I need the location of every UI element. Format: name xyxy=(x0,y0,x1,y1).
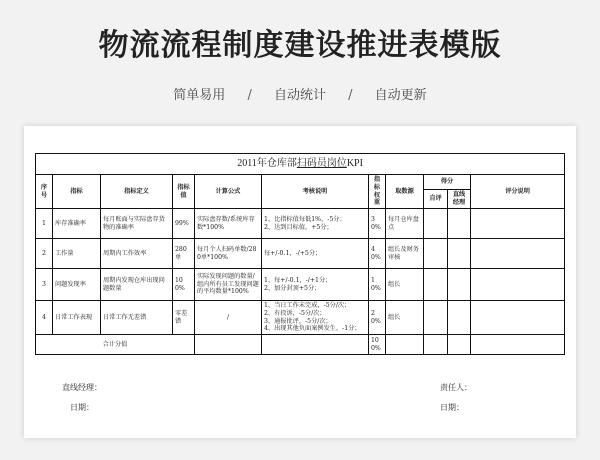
cell-formula: / xyxy=(195,301,262,335)
cell-source: 组长 xyxy=(386,301,424,335)
total-manager-score[interactable] xyxy=(448,335,471,355)
cell-value: 280单 xyxy=(173,239,195,269)
cell-weight: 40% xyxy=(369,239,386,269)
kpi-sheet xyxy=(24,126,576,438)
cell-formula: 实际发现问题的数量/组内所有员工发现问题的平均数量*100% xyxy=(195,269,262,301)
cell-definition: 每月账面与实际盘存货物的准确率 xyxy=(101,209,173,239)
feature-list xyxy=(0,84,600,103)
cell-seq: 3 xyxy=(36,269,53,301)
header-manager: 直线经理 xyxy=(448,190,471,209)
cell-indicator: 工作量 xyxy=(53,239,101,269)
feature-easy: 简单易用 xyxy=(173,88,226,103)
cell-source: 组长及财务审核 xyxy=(386,239,424,269)
total-source-cell xyxy=(386,335,424,355)
cell-self-score[interactable] xyxy=(424,239,448,269)
cell-comment[interactable] xyxy=(471,239,565,269)
cell-assessment: 每+/-0.1，-/+5分； xyxy=(262,239,369,269)
cell-indicator: 库存准确率 xyxy=(53,209,101,239)
signature-manager-label: 直线经理： xyxy=(62,383,102,392)
cell-manager-score[interactable] xyxy=(448,301,471,335)
total-assessment-cell xyxy=(262,335,369,355)
header-value: 指标值 xyxy=(173,175,195,209)
cell-self-score[interactable] xyxy=(424,269,448,301)
total-weight: 100% xyxy=(369,335,386,355)
cell-indicator: 日常工作表现 xyxy=(53,301,101,335)
cell-formula: 实际盘存数/系统库存数*100% xyxy=(195,209,262,239)
sheet-title-prefix: 2011年仓库部 xyxy=(237,157,297,169)
header-definition: 指标定义 xyxy=(101,175,173,209)
cell-self-score[interactable] xyxy=(424,301,448,335)
header-comment: 评分说明 xyxy=(471,175,565,209)
sheet-title xyxy=(36,154,565,175)
cell-weight: 30% xyxy=(369,209,386,239)
cell-manager-score[interactable] xyxy=(448,209,471,239)
feature-auto-stats: 自动统计 xyxy=(273,88,326,103)
table-row xyxy=(36,239,565,269)
header-formula: 计算公式 xyxy=(195,175,262,209)
date-left-label: 日期： xyxy=(70,403,94,412)
cell-comment[interactable] xyxy=(471,301,565,335)
cell-value: 100% xyxy=(173,269,195,301)
cell-comment[interactable] xyxy=(471,269,565,301)
cell-assessment: 1、每+/-0.1，-/+1分； 2、加分封顶+5分； xyxy=(262,269,369,301)
signature-responsible-label: 责任人： xyxy=(440,383,472,392)
cell-definition: 周期内工作效率 xyxy=(101,239,173,269)
cell-assessment: 1、当日工作未完成，-5分/次； 2、有投诉，-5分/次； 3、通报批评，-5分/次； 4、出现其他负面案例发生，-1分； xyxy=(262,301,369,335)
cell-source: 组长 xyxy=(386,269,424,301)
cell-weight: 10% xyxy=(369,269,386,301)
cell-manager-score[interactable] xyxy=(448,269,471,301)
kpi-table xyxy=(35,153,565,355)
page-title: 物流流程制度建设推进表模版 xyxy=(98,28,502,63)
feature-auto-update: 自动更新 xyxy=(374,88,427,103)
cell-value: 零差错 xyxy=(173,301,195,335)
header-assessment: 考核说明 xyxy=(262,175,369,209)
cell-source: 每月仓库盘点 xyxy=(386,209,424,239)
table-row xyxy=(36,209,565,239)
cell-indicator: 问题发现率 xyxy=(53,269,101,301)
total-row xyxy=(36,335,565,355)
cell-seq: 2 xyxy=(36,239,53,269)
cell-definition: 周期内发现仓库出现问题数量 xyxy=(101,269,173,301)
total-formula-cell xyxy=(195,335,262,355)
feature-separator: / xyxy=(247,88,252,103)
cell-manager-score[interactable] xyxy=(448,239,471,269)
header-seq: 序号 xyxy=(36,175,53,209)
cell-value: 99% xyxy=(173,209,195,239)
total-comment[interactable] xyxy=(471,335,565,355)
cell-definition: 日常工作无差错 xyxy=(101,301,173,335)
cell-seq: 1 xyxy=(36,209,53,239)
header-self: 自评 xyxy=(424,190,448,209)
feature-separator: / xyxy=(348,88,353,103)
sheet-title-suffix: KPI xyxy=(346,157,363,169)
cell-seq: 4 xyxy=(36,301,53,335)
header-source: 取数源 xyxy=(386,175,424,209)
sheet-title-position: 扫码员岗位 xyxy=(296,157,347,169)
date-right-label: 日期： xyxy=(440,403,464,412)
total-label: 合计分值 xyxy=(36,335,195,355)
total-self-score[interactable] xyxy=(424,335,448,355)
cell-assessment: 1、比指标值每低1%，-5分； 2、达到目标值，+5分； xyxy=(262,209,369,239)
table-row xyxy=(36,269,565,301)
table-row xyxy=(36,301,565,335)
cell-comment[interactable] xyxy=(471,209,565,239)
header-weight: 指标权重 xyxy=(369,175,386,209)
cell-self-score[interactable] xyxy=(424,209,448,239)
header-indicator: 指标 xyxy=(53,175,101,209)
header-score: 得分 xyxy=(424,175,471,190)
cell-formula: 每月个人扫码单数/280单*100% xyxy=(195,239,262,269)
cell-weight: 20% xyxy=(369,301,386,335)
